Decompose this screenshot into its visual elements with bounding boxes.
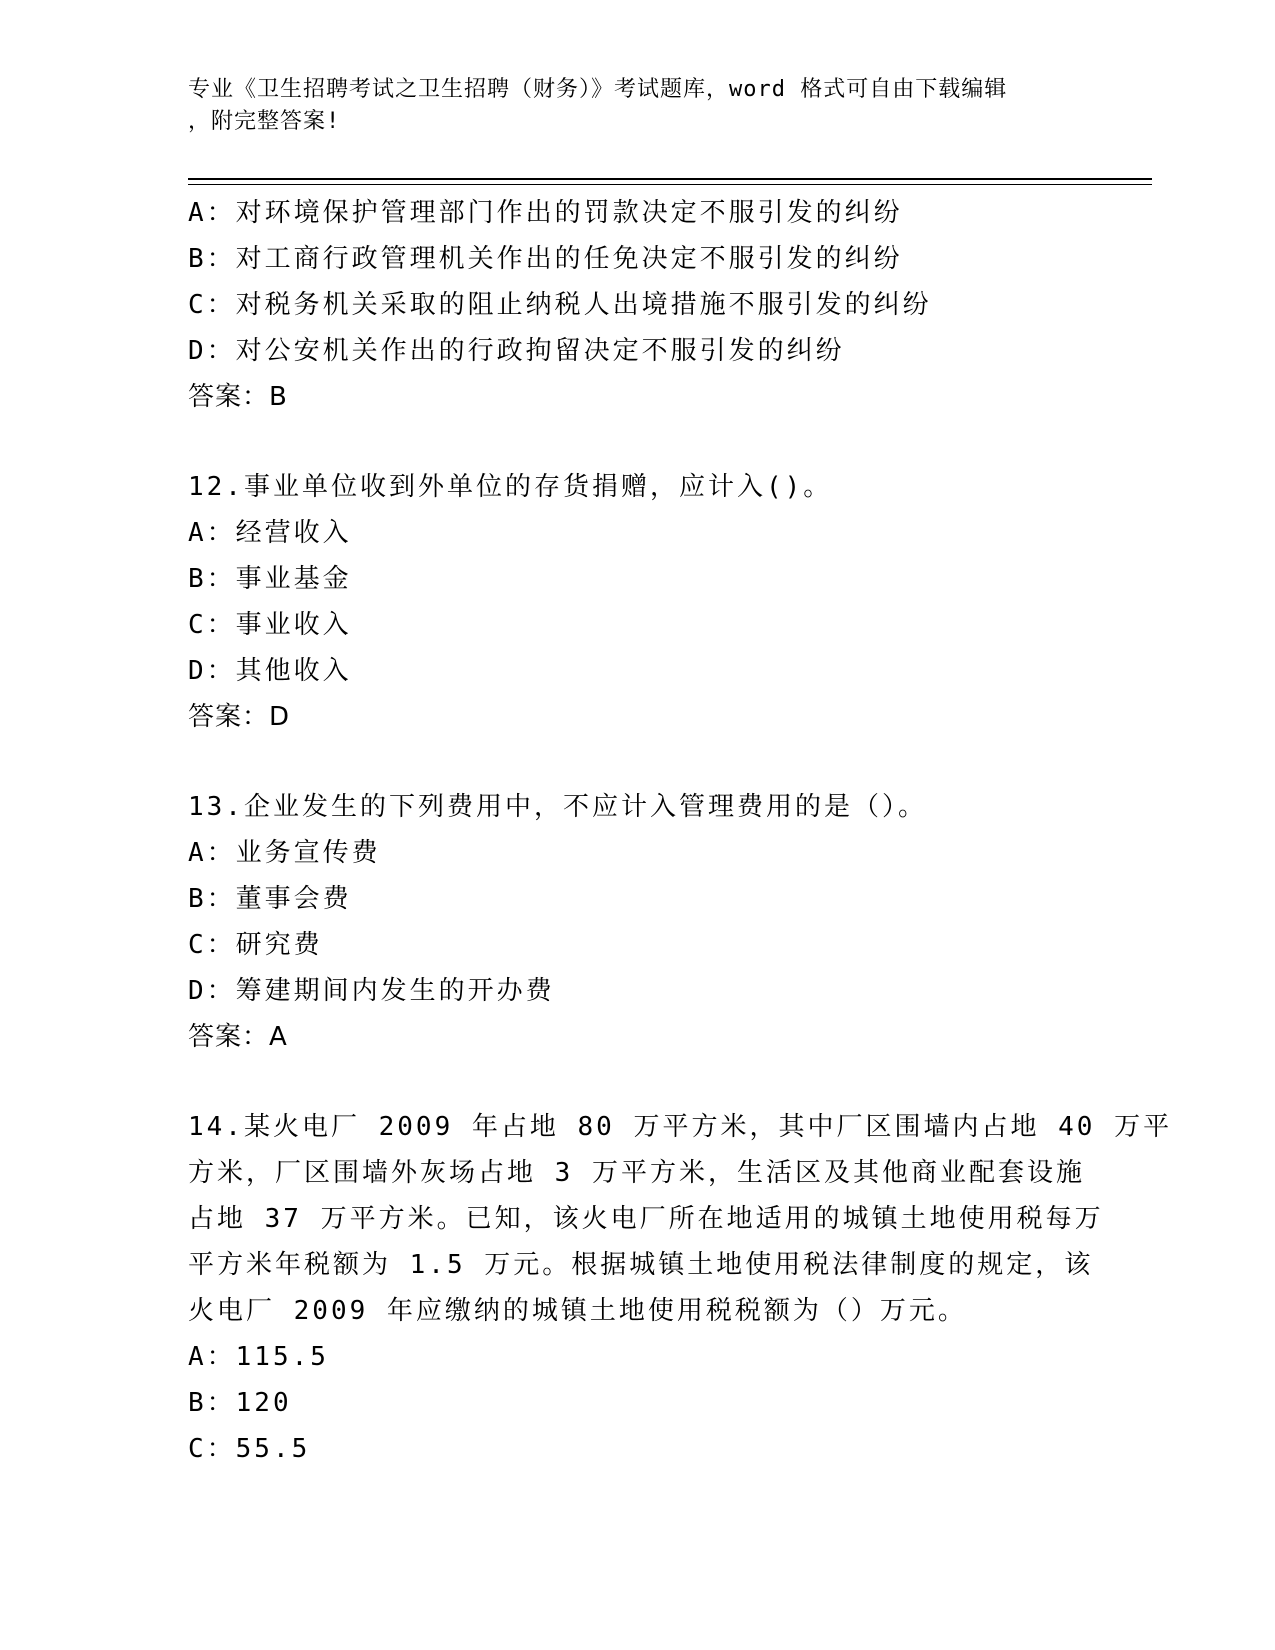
question-stem-line: 14.某火电厂 2009 年占地 80 万平方米，其中厂区围墙内占地 40 万平: [188, 1112, 1173, 1142]
question-11: [188, 190, 1088, 420]
question-stem-line: 方米，厂区围墙外灰场占地 3 万平方米，生活区及其他商业配套设施: [188, 1158, 1085, 1188]
header-divider-thin: [188, 184, 1152, 185]
header-line-2: ，附完整答案!: [188, 109, 341, 134]
question-stem-line: 火电厂 2009 年应缴纳的城镇土地使用税税额为（）万元。: [188, 1296, 967, 1326]
question-12: [188, 464, 1088, 740]
question-stem-line: 占地 37 万平方米。已知，该火电厂所在地适用的城镇土地使用税每万: [188, 1204, 1104, 1234]
question-13: [188, 784, 1088, 1060]
header-divider-thick: [188, 178, 1152, 180]
answer: 答案：A: [188, 1022, 288, 1052]
question-list: [188, 190, 1173, 1472]
option-d: D：对公安机关作出的行政拘留决定不服引发的纠纷: [188, 336, 845, 366]
question-stem-line: 平方米年税额为 1.5 万元。根据城镇土地使用税法律制度的规定，该: [188, 1250, 1094, 1280]
option-d: D：其他收入: [188, 656, 352, 686]
option-b: B：董事会费: [188, 884, 352, 914]
option-c: C：55.5: [188, 1434, 311, 1464]
header-line-1: 专业《卫生招聘考试之卫生招聘（财务）》考试题库，word 格式可自由下载编辑: [188, 77, 1008, 102]
question-14: [188, 1104, 1173, 1472]
option-a: A：经营收入: [188, 518, 352, 548]
option-c: C：研究费: [188, 930, 323, 960]
question-stem: 12.事业单位收到外单位的存货捐赠，应计入()。: [188, 472, 833, 502]
option-b: B：120: [188, 1388, 292, 1418]
document-header: [188, 74, 1068, 138]
option-a: A：115.5: [188, 1342, 329, 1372]
question-stem: 13.企业发生的下列费用中，不应计入管理费用的是（）。: [188, 792, 927, 822]
option-b: B：事业基金: [188, 564, 352, 594]
option-a: A：对环境保护管理部门作出的罚款决定不服引发的纠纷: [188, 198, 903, 228]
answer: 答案：B: [188, 382, 288, 412]
option-c: C：事业收入: [188, 610, 352, 640]
answer: 答案：D: [188, 702, 291, 732]
option-b: B：对工商行政管理机关作出的任免决定不服引发的纠纷: [188, 244, 903, 274]
option-d: D：筹建期间内发生的开办费: [188, 976, 555, 1006]
option-c: C：对税务机关采取的阻止纳税人出境措施不服引发的纠纷: [188, 290, 932, 320]
option-a: A：业务宣传费: [188, 838, 381, 868]
